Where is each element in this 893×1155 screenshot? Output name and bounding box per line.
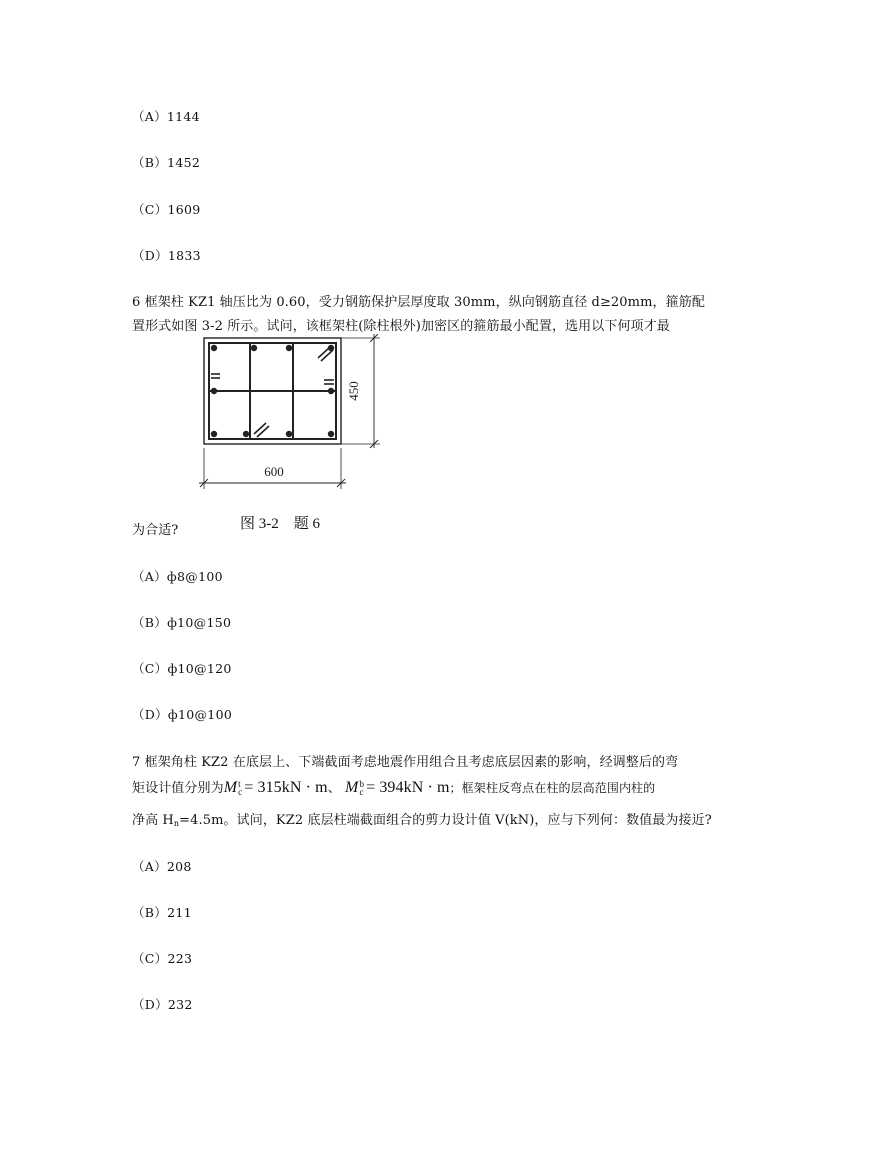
moment-symbol: M — [345, 779, 359, 796]
figure-caption: 图 3-2 题 6 — [240, 516, 320, 532]
rebar-dot — [328, 431, 334, 437]
moment-superscript: b — [359, 779, 365, 790]
hook-mark — [257, 426, 269, 437]
moment-bottom-value: = 394kN · m — [366, 779, 450, 796]
q5-option-d: （D）1833 — [132, 248, 201, 263]
q7-option-d: （D）232 — [132, 997, 193, 1012]
q6-option-b: （B）ф10@150 — [132, 615, 232, 630]
moment-symbol: M — [223, 779, 238, 796]
rebar-dot — [251, 345, 257, 351]
q7-option-b: （B）211 — [132, 905, 192, 920]
q7-stem-line-2 — [132, 777, 655, 797]
moment-subscript: c — [359, 787, 364, 798]
q6-option-d: （D）ф10@100 — [132, 707, 233, 722]
q7-stem-line-3 — [132, 809, 712, 828]
rebar-dot — [243, 431, 249, 437]
height-dimension-label: 450 — [346, 381, 361, 401]
moment-bottom-formula — [345, 779, 450, 796]
q7-line-2-suffix: ；框架柱反弯点在柱的层高范围内柱的 — [449, 781, 656, 795]
moment-subscript: c — [238, 787, 243, 798]
moment-top-formula — [224, 779, 328, 796]
q7-option-c: （C）223 — [132, 951, 193, 966]
rebar-dot — [328, 388, 334, 394]
q7-line-3-start: 净高 H — [132, 813, 174, 828]
q7-option-a: （A）208 — [132, 859, 192, 874]
moment-superscript: t — [238, 779, 241, 790]
formula-separator: 、 — [327, 781, 341, 796]
rebar-dot — [286, 345, 292, 351]
rebar-dot — [328, 345, 334, 351]
hook-mark — [321, 350, 333, 361]
q5-option-b: （B）1452 — [132, 155, 201, 170]
q6-stem-line-2: 置形式如图 3-2 所示。试问，该框架柱(除柱根外)加密区的箍筋最小配置，选用以下何项才最 — [132, 319, 670, 334]
q6-stem-line-3: 为合适? — [132, 523, 179, 538]
width-dimension-label: 600 — [264, 464, 284, 479]
q7-line-3-rest: =4.5m。试问，KZ2 底层柱端截面组合的剪力设计值 V(kN)，应与下列何：数值最为接近? — [179, 813, 712, 828]
q7-stem-line-1: 7 框架角柱 KZ2 在底层上、下端截面考虑地震作用组合且考虑底层因素的影响，经调整后的弯 — [132, 755, 679, 770]
q6-stem-line-1: 6 框架柱 KZ1 轴压比为 0.60，受力钢筋保护层厚度取 30mm，纵向钢筋直径 d≥20mm，箍筋配 — [132, 295, 705, 310]
hook-mark — [254, 423, 266, 434]
q5-option-c: （C）1609 — [132, 202, 201, 217]
moment-top-value: = 315kN · m — [244, 779, 328, 796]
column-stirrup-diagram — [194, 334, 389, 494]
q7-line-2-prefix: 矩设计值分别为 — [132, 781, 224, 796]
rebar-dot — [286, 431, 292, 437]
q5-option-a: （A）1144 — [132, 109, 200, 124]
rebar-dot — [211, 388, 217, 394]
q6-option-a: （A）ф8@100 — [132, 569, 223, 584]
height-subscript: n — [173, 819, 180, 828]
figure-3-2-column-section — [194, 334, 389, 494]
rebar-dot — [211, 431, 217, 437]
q6-option-c: （C）ф10@120 — [132, 661, 232, 676]
rebar-dot — [211, 345, 217, 351]
